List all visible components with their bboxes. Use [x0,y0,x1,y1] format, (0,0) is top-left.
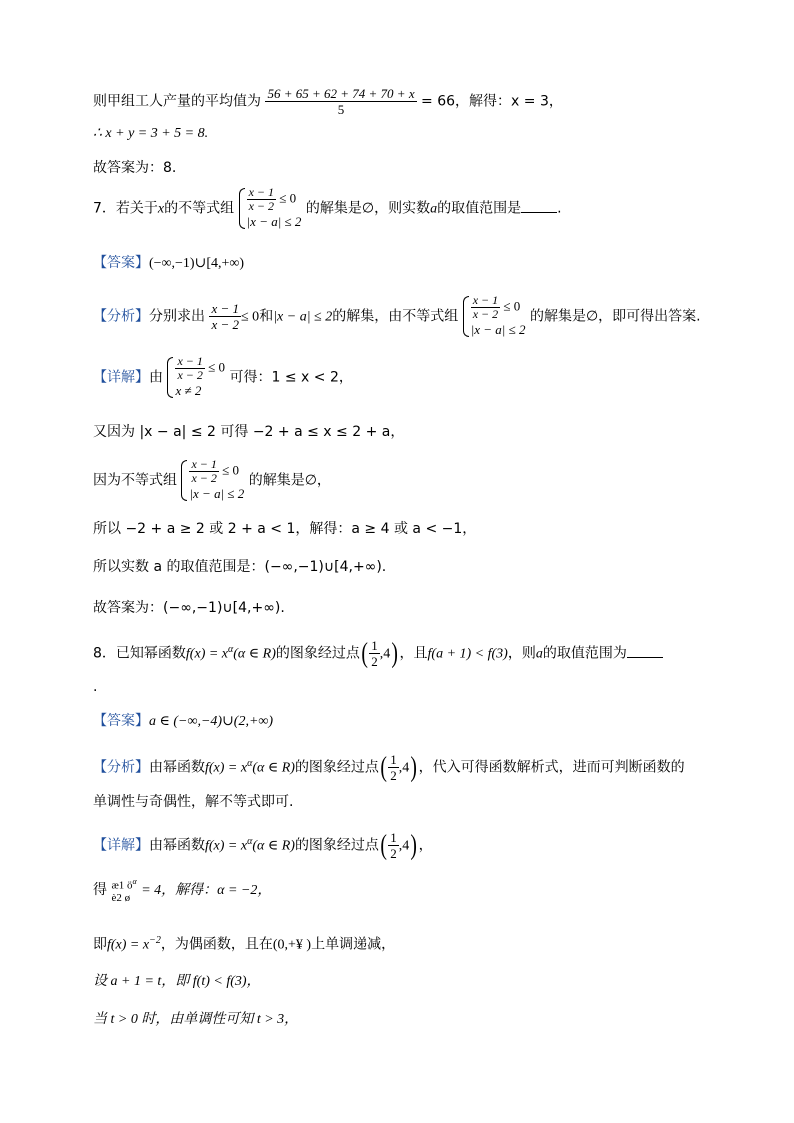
line-dang: 当 t > 0 时，由单调性可知 t > 3， [93,1012,299,1027]
mean-prefix: 则甲组工人产量的平均值为 [93,93,261,110]
line-suoyi: 所以 −2 + a ≥ 2 或 2 + a < 1，解得：a ≥ 4 或 a < −1， [93,521,477,537]
analysis-8-cont: 单调性与奇偶性，解不等式即可. [93,794,294,810]
line-de: 得 æ1 $ö^\alpha$ è2 ø = 4，解得：α = −2， [93,877,272,904]
mean-fraction: $\frac{56 + 65 + 62 + 74 + 70 + x}{5}$ [267,86,415,117]
line-youyin: 又因为 |x − a| ≤ 2 可得 −2 + a ≤ x ≤ 2 + a， [93,424,405,440]
line-answer-7b: 故答案为：(−∞,−1)∪[4,+∞). [93,600,285,616]
analysis-7: 【分析】分别求出 $\frac{x - 1}{x - 2}$ ≤ 0和|x − a| ≤ 2的解集，由不等式组 $\frac{x - 1}{x - 2}$ ≤ 0 |x − a| ≤ 2 的解集是∅，即可得出答案. [93,293,701,337]
question-8-dot: . [93,679,98,695]
answer-7: 【答案】(−∞,−1)∪[4,+∞) [93,255,245,271]
mean-suffix: = 66，解得：x = 3， [421,93,563,110]
line-mean [93,86,563,117]
answer-8: 【答案】a ∈ (−∞,−4)∪(2,+∞) [93,713,274,729]
line-range: 所以实数 a 的取值范围是：(−∞,−1)∪[4,+∞). [93,559,387,575]
detail-7: 【详解】由 $\frac{x - 1}{x - 2}$ ≤ 0 x ≠ 2 可得：1 ≤ x < 2， [93,354,353,398]
inequality-system: $\frac{x - 1}{x - 2}$ ≤ 0 |x − a| ≤ 2 [239,186,302,231]
line-yinwei: 因为不等式组 $\frac{x - 1}{x - 2}$ ≤ 0 |x − a| ≤ 2 的解集是∅， [93,457,331,501]
answer-blank-8[interactable] [627,643,663,658]
analysis-8: 【分析】由幂函数$f(x) = x^\alpha(\alpha$ ∈ R)的图象经过点( $\frac{1}{2}$ ,4)，代入可得函数解析式，进而可判断函数的 [93,751,685,783]
question-7: 7．若关于x的不等式组 $\frac{x - 1}{x - 2}$ ≤ 0 |x − a| ≤ 2 的解集是∅，则实数a的取值范围是 . [93,185,562,229]
answer-blank-7[interactable] [521,198,557,213]
line-ji: 即$f(x) = x^{-2}$，为偶函数，且在(0,+¥ )上单调递减， [93,935,396,953]
detail-8: 【详解】由幂函数$f(x) = x^\alpha(\alpha$ ∈ R)的图象经过点( $\frac{1}{2}$ ,4)， [93,829,433,861]
question-8: 8．已知幂函数$f(x) = x^\alpha(\alpha$ ∈ R)的图象经过点( $\frac{1}{2}$ ,4)，且f(a + 1) < f(3)，则a的取值范围为 [93,638,663,669]
line-sum: ∴ x + y = 3 + 5 = 8. [93,126,209,141]
line-answer-6: 故答案为：8. [93,160,177,176]
line-she: 设 a + 1 = t，即 f(t) < f(3)， [93,974,261,989]
